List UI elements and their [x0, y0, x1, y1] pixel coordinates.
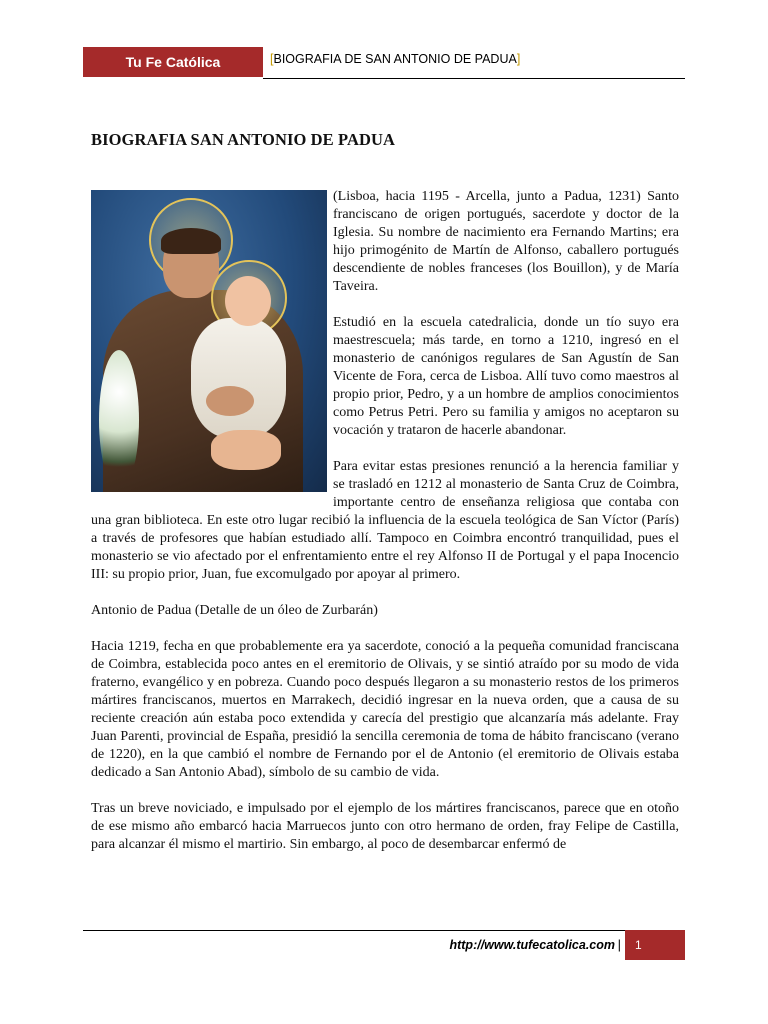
bracket-close: ] [516, 52, 521, 66]
paragraph-4: Hacia 1219, fecha en que probablemente era ya sacerdote, conoció a la pequeña comunidad franciscana de Coimbra, establecida poco antes en el eremitorio de Olivais, y se sintió atraído por su modo de vida fraterno, evangélico y en pobreza. Cuando poco después llegaron a su monasterio restos de los primeros mártires franciscanos, muertos en Marrakech, decidió ingresar en la nueva orden, que a causa de su reciente creación aún estaba poco extendida y carecía del prestigio que alcanzaría más adelante. Fray Juan Parenti, provincial de España, presidió la sencilla ceremonia de toma de hábito franciscano (verano de 1220), en la que cambió el nombre de Fernando por el de Antonio (el eremitorio de Olivais estaba dedicado a San Antonio Abad), símbolo de su cambio de vida. [91, 639, 679, 780]
website-link[interactable]: http://www.tufecatolica.com [449, 938, 615, 952]
footer-separator: | [617, 937, 621, 952]
saint-hand [206, 386, 254, 416]
paragraph-2: Estudió en la escuela catedralicia, donde un tío suyo era maestrescuela; más tarde, en torno a 1210, ingresó en el monasterio de canónigos regulares de San Agustín de San Vicente de Fora, cerca de Lisboa. Allí tuvo como maestros al propio prior, Pedro, y a un hombre de amplios conocimientos como Petrus Petri. Pero su familia y amigos no aceptaron su vocación y trataron de hacerle abandonar. [333, 315, 679, 438]
header-rule [263, 78, 685, 79]
page-number: 1 [625, 930, 685, 960]
header-title [270, 52, 520, 66]
saint-anthony-painting [91, 190, 327, 492]
document-short-title: BIOGRAFIA DE SAN ANTONIO DE PADUA [273, 52, 517, 66]
paragraph-intro [91, 188, 679, 296]
child-body [191, 318, 286, 438]
brand-badge [83, 47, 263, 77]
paragraph-5: Tras un breve noviciado, e impulsado por el ejemplo de los mártires franciscanos, parece que en otoño de ese mismo año embarcó hacia Marruecos junto con otro hermano de orden, fray Felipe de Castilla, para alcanzar él mismo el martirio. Sin embargo, al poco de desembarcar enfermó de [91, 801, 679, 852]
saint-hair [161, 228, 221, 254]
page-header [83, 47, 685, 79]
child-face [225, 276, 271, 326]
brand-name: Tu Fe Católica [125, 54, 221, 70]
document-body [91, 130, 679, 854]
footer-rule [83, 930, 643, 931]
document-title: BIOGRAFIA SAN ANTONIO DE PADUA [91, 130, 396, 149]
paragraph-3: Para evitar estas presiones renunció a la herencia familiar y se trasladó en 1212 al monasterio de Santa Cruz de Coimbra, importante centro de enseñanza religiosa que contaba con una gran biblioteca. En este otro lugar recibió la influencia de la escuela teológica de San Víctor (París) a través de profesores que habían estudiado allí. Tampoco en Coimbra encontró tranquilidad, pues el monasterio se vio afectado por el enfrentamiento entre el rey Alfonso II de Portugal y el papa Inocencio III: su propio prior, Juan, fue excomulgado por apoyar al primero. [91, 459, 679, 582]
lily-flower [99, 350, 139, 490]
page-footer [83, 930, 685, 962]
paragraph-text: (Lisboa, hacia 1195 - Arcella, junto a Padua, 1231) Santo franciscano de origen portugués, sacerdote y doctor de la Iglesia. Su nombre de nacimiento era Fernando Martins; era hijo primogénito de Martín de Alfonso, caballero portugués descendiente de nobles franceses (los Bouillon), y de María Taveira. [333, 189, 679, 294]
child-legs [211, 430, 281, 470]
image-caption: Antonio de Padua (Detalle de un óleo de Zurbarán) [91, 603, 378, 618]
bracket-open: [ [270, 52, 274, 66]
